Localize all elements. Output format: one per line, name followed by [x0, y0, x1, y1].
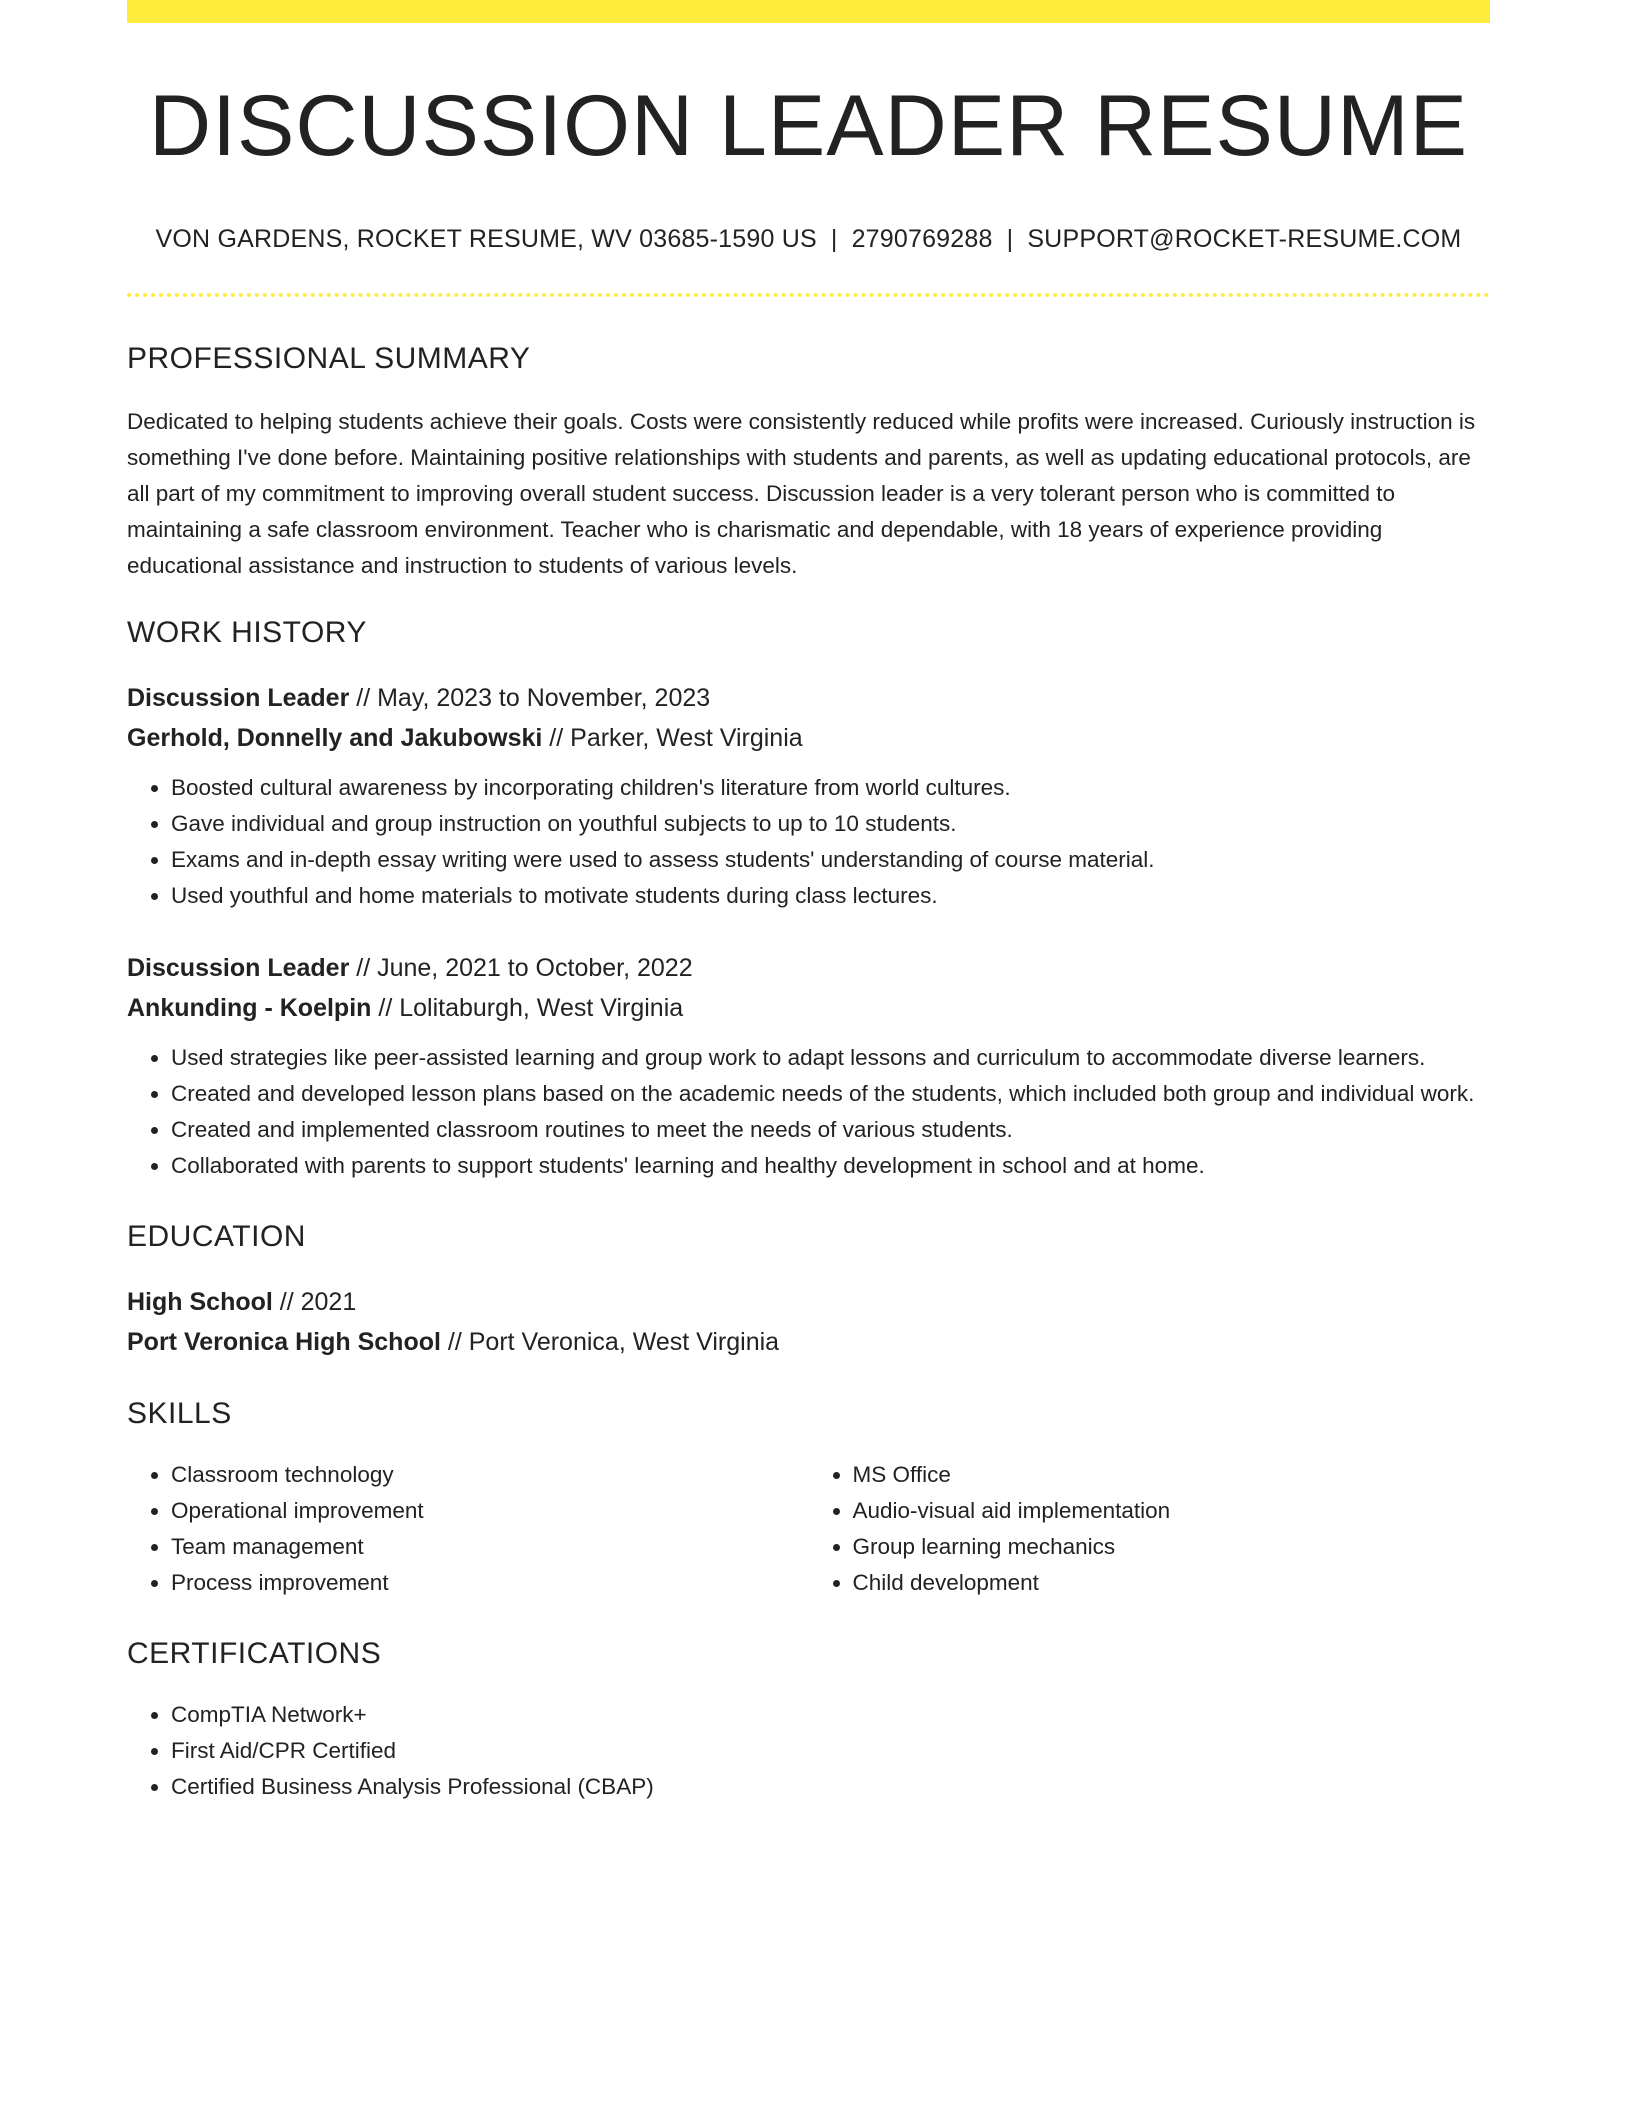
skills-list-right	[809, 1457, 1491, 1601]
job-bullet: • Exams and in-depth essay writing were used to assess students' understanding of course material.	[171, 842, 1490, 878]
job-entry	[127, 678, 1490, 914]
certification-item: • Certified Business Analysis Professional (CBAP)	[171, 1769, 1490, 1805]
job-role-line	[127, 948, 1490, 988]
skill-item: • Child development	[853, 1565, 1491, 1601]
certifications-list	[127, 1697, 1490, 1805]
education-school-line	[127, 1322, 1490, 1362]
skills-columns	[127, 1457, 1490, 1601]
job-bullet: • Used youthful and home materials to motivate students during class lectures.	[171, 878, 1490, 914]
job-bullet-list	[127, 770, 1490, 914]
job-dates: // May, 2023 to November, 2023	[349, 684, 711, 712]
education-year: // 2021	[272, 1288, 357, 1316]
job-company: Gerhold, Donnelly and Jakubowski	[127, 724, 543, 752]
job-company: Ankunding - Koelpin	[127, 994, 372, 1022]
skill-item: • Classroom technology	[171, 1457, 809, 1493]
job-bullet: • Gave individual and group instruction on youthful subjects to up to 10 students.	[171, 806, 1490, 842]
resume-title: DISCUSSION LEADER RESUME	[148, 78, 1469, 174]
education-heading: EDUCATION	[127, 1220, 306, 1253]
education-location: // Port Veronica, West Virginia	[440, 1328, 780, 1356]
contact-line	[127, 227, 1490, 252]
job-role: Discussion Leader	[127, 684, 350, 712]
job-bullet: • Created and implemented classroom routines to meet the needs of various students.	[171, 1112, 1490, 1148]
job-company-line	[127, 988, 1490, 1028]
skill-item: • MS Office	[853, 1457, 1491, 1493]
job-dates: // June, 2021 to October, 2022	[349, 954, 693, 982]
contact-separator: |	[1006, 225, 1014, 253]
skills-heading: SKILLS	[127, 1397, 232, 1430]
skills-list-left	[127, 1457, 809, 1601]
job-bullet-list	[127, 1040, 1490, 1184]
contact-email: SUPPORT@ROCKET-RESUME.COM	[1027, 225, 1462, 253]
skill-item: • Audio-visual aid implementation	[853, 1493, 1491, 1529]
education-school: Port Veronica High School	[127, 1328, 441, 1356]
job-company-line	[127, 718, 1490, 758]
skill-item: • Group learning mechanics	[853, 1529, 1491, 1565]
job-bullet: • Collaborated with parents to support students' learning and healthy development in school and at home.	[171, 1148, 1490, 1184]
education-degree-line	[127, 1282, 1490, 1322]
resume-page	[127, 0, 1490, 1805]
job-bullet: • Boosted cultural awareness by incorporating children's literature from world cultures.	[171, 770, 1490, 806]
skill-item: • Team management	[171, 1529, 809, 1565]
work-history-heading: WORK HISTORY	[127, 616, 367, 649]
job-bullet: • Created and developed lesson plans based on the academic needs of the students, which included both group and individual work.	[171, 1076, 1490, 1112]
summary-heading: PROFESSIONAL SUMMARY	[127, 342, 531, 375]
skill-item: • Process improvement	[171, 1565, 809, 1601]
job-entry	[127, 948, 1490, 1184]
certification-item: • First Aid/CPR Certified	[171, 1733, 1490, 1769]
certification-item: • CompTIA Network+	[171, 1697, 1490, 1733]
education-degree: High School	[127, 1288, 273, 1316]
education-entry	[127, 1282, 1490, 1362]
certifications-heading: CERTIFICATIONS	[127, 1637, 382, 1670]
job-role-line	[127, 678, 1490, 718]
job-location: // Lolitaburgh, West Virginia	[371, 994, 684, 1022]
header-divider	[127, 293, 1490, 297]
top-accent-bar	[127, 0, 1490, 23]
skill-item: • Operational improvement	[171, 1493, 809, 1529]
contact-phone: 2790769288	[851, 225, 993, 253]
job-role: Discussion Leader	[127, 954, 350, 982]
contact-separator: |	[830, 225, 838, 253]
contact-address: VON GARDENS, ROCKET RESUME, WV 03685-1590 US	[155, 225, 817, 253]
summary-text: Dedicated to helping students achieve their goals. Costs were consistently reduced while profits were increased. Curiously instruction is something I've done before. Maintaining positive relationships with students and parents, as well as updating educational protocols, are all part of my commitment to improving overall student success. Discussion leader is a very tolerant person who is committed to maintaining a safe classroom environment. Teacher who is charismatic and dependable, with 18 years of experience providing educational assistance and instruction to students of various levels.	[127, 409, 1476, 578]
job-location: // Parker, West Virginia	[542, 724, 803, 752]
job-bullet: • Used strategies like peer-assisted learning and group work to adapt lessons and curriculum to accommodate diverse learners.	[171, 1040, 1490, 1076]
